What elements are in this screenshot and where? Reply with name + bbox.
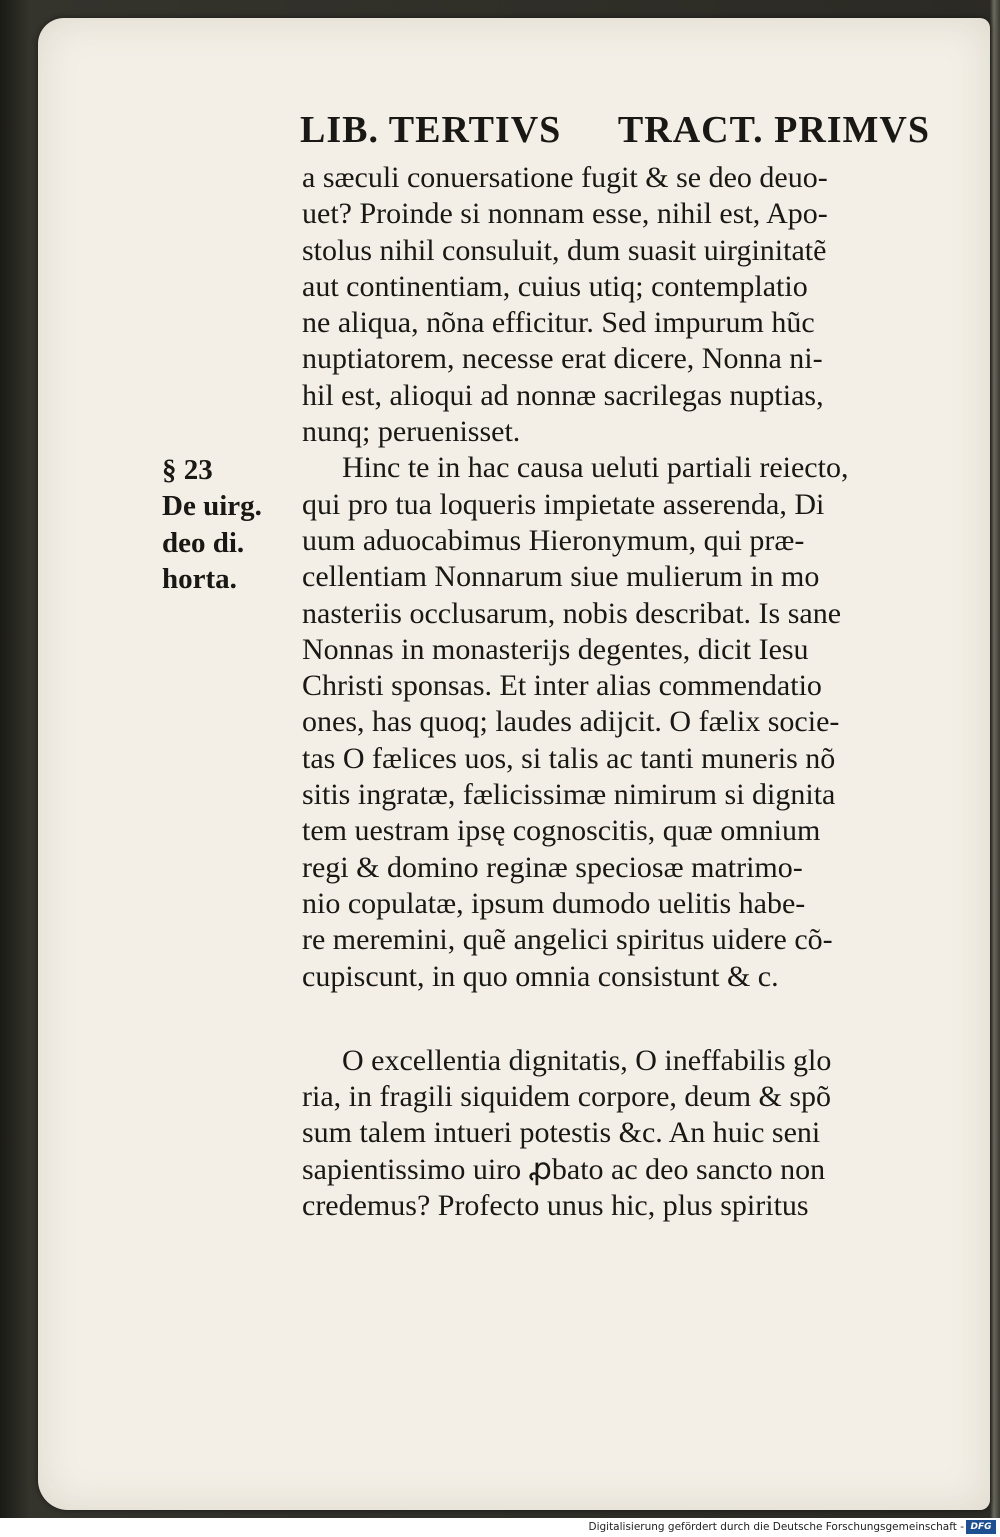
text-line: sitis ingratæ, fælicissimæ nimirum si dignita (302, 778, 836, 812)
funding-credit: Digitalisierung gefördert durch die Deutsche Forschungsgemeinschaft - (588, 1521, 964, 1533)
text-line: nio copulatæ, ipsum dumodo uelitis habe- (302, 886, 806, 920)
text-line: nasteriis occlusarum, nobis describat. Is sane (302, 596, 842, 630)
text-line: ones, has quoq; laudes adijcit. O fælix socie- (302, 705, 840, 739)
text-line: Hinc te in hac causa ueluti partiali reiecto, (342, 451, 849, 485)
text-line: nuptiatorem, necesse erat dicere, Nonna ni- (302, 342, 823, 376)
running-header (300, 108, 930, 152)
text-line: hil est, alioqui ad nonnæ sacrilegas nuptias, (302, 378, 824, 412)
header-left: LIB. TERTIVS (300, 109, 562, 151)
margin-note: horta. (162, 562, 237, 595)
book-edge (990, 0, 1000, 1518)
text-line: aut continentiam, cuius utiq; contemplatio (302, 269, 808, 303)
page-body (302, 160, 942, 1224)
text-line: sapientissimo uiro ꝓbato ac deo sancto non (302, 1152, 826, 1186)
margin-note: De uirg. (162, 490, 262, 523)
text-line: qui pro tua loqueris impietate asserenda, Di (302, 487, 825, 521)
margin-note: deo di. (162, 526, 245, 559)
paragraph-3 (302, 1043, 942, 1224)
text-line: a sæculi conuersatione fugit & se deo deuo- (302, 161, 828, 194)
text-line: ne aliqua, nõna efficitur. Sed impurum hũc (302, 306, 815, 340)
paragraph-1 (302, 160, 942, 450)
header-right: TRACT. PRIMVS (617, 109, 930, 151)
text-line: cellentiam Nonnarum siue mulierum in mo (302, 560, 820, 594)
text-line: tas O fælices uos, si talis ac tanti muneris nõ (302, 741, 836, 775)
text-line: Christi sponsas. Et inter alias commendatio (302, 669, 822, 703)
text-line: O excellentia dignitatis, O ineffabilis glo (342, 1043, 832, 1077)
margin-notes (162, 452, 302, 597)
paragraph-gap (302, 995, 942, 1043)
text-line: stolus nihil consuluit, dum suasit uirginitatẽ (302, 233, 827, 267)
text-line: cupiscunt, in quo omnia consistunt & c. (302, 959, 779, 993)
text-line: regi & domino reginæ speciosæ matrimo- (302, 850, 803, 884)
dfg-logo-icon: DFG (966, 1520, 996, 1534)
text-line: tem uestram ipsę cognoscitis, quæ omnium (302, 814, 821, 848)
text-line: ria, in fragili siquidem corpore, deum & spõ (302, 1080, 832, 1114)
text-line: uet? Proinde si nonnam esse, nihil est, Apo- (302, 197, 828, 231)
text-line: nunq; peruenisset. (302, 415, 521, 449)
text-line: uum aduocabimus Hieronymum, qui præ- (302, 523, 805, 557)
text-line: re meremini, quẽ angelici spiritus uidere cõ- (302, 923, 833, 957)
paragraph-2 (302, 450, 942, 994)
margin-note: § 23 (162, 454, 213, 486)
text-line: Nonnas in monasterijs degentes, dicit Iesu (302, 632, 809, 666)
text-line: sum talem intueri potestis &c. An huic seni (302, 1116, 821, 1150)
text-line: credemus? Profecto unus hic, plus spiritus (302, 1189, 809, 1223)
